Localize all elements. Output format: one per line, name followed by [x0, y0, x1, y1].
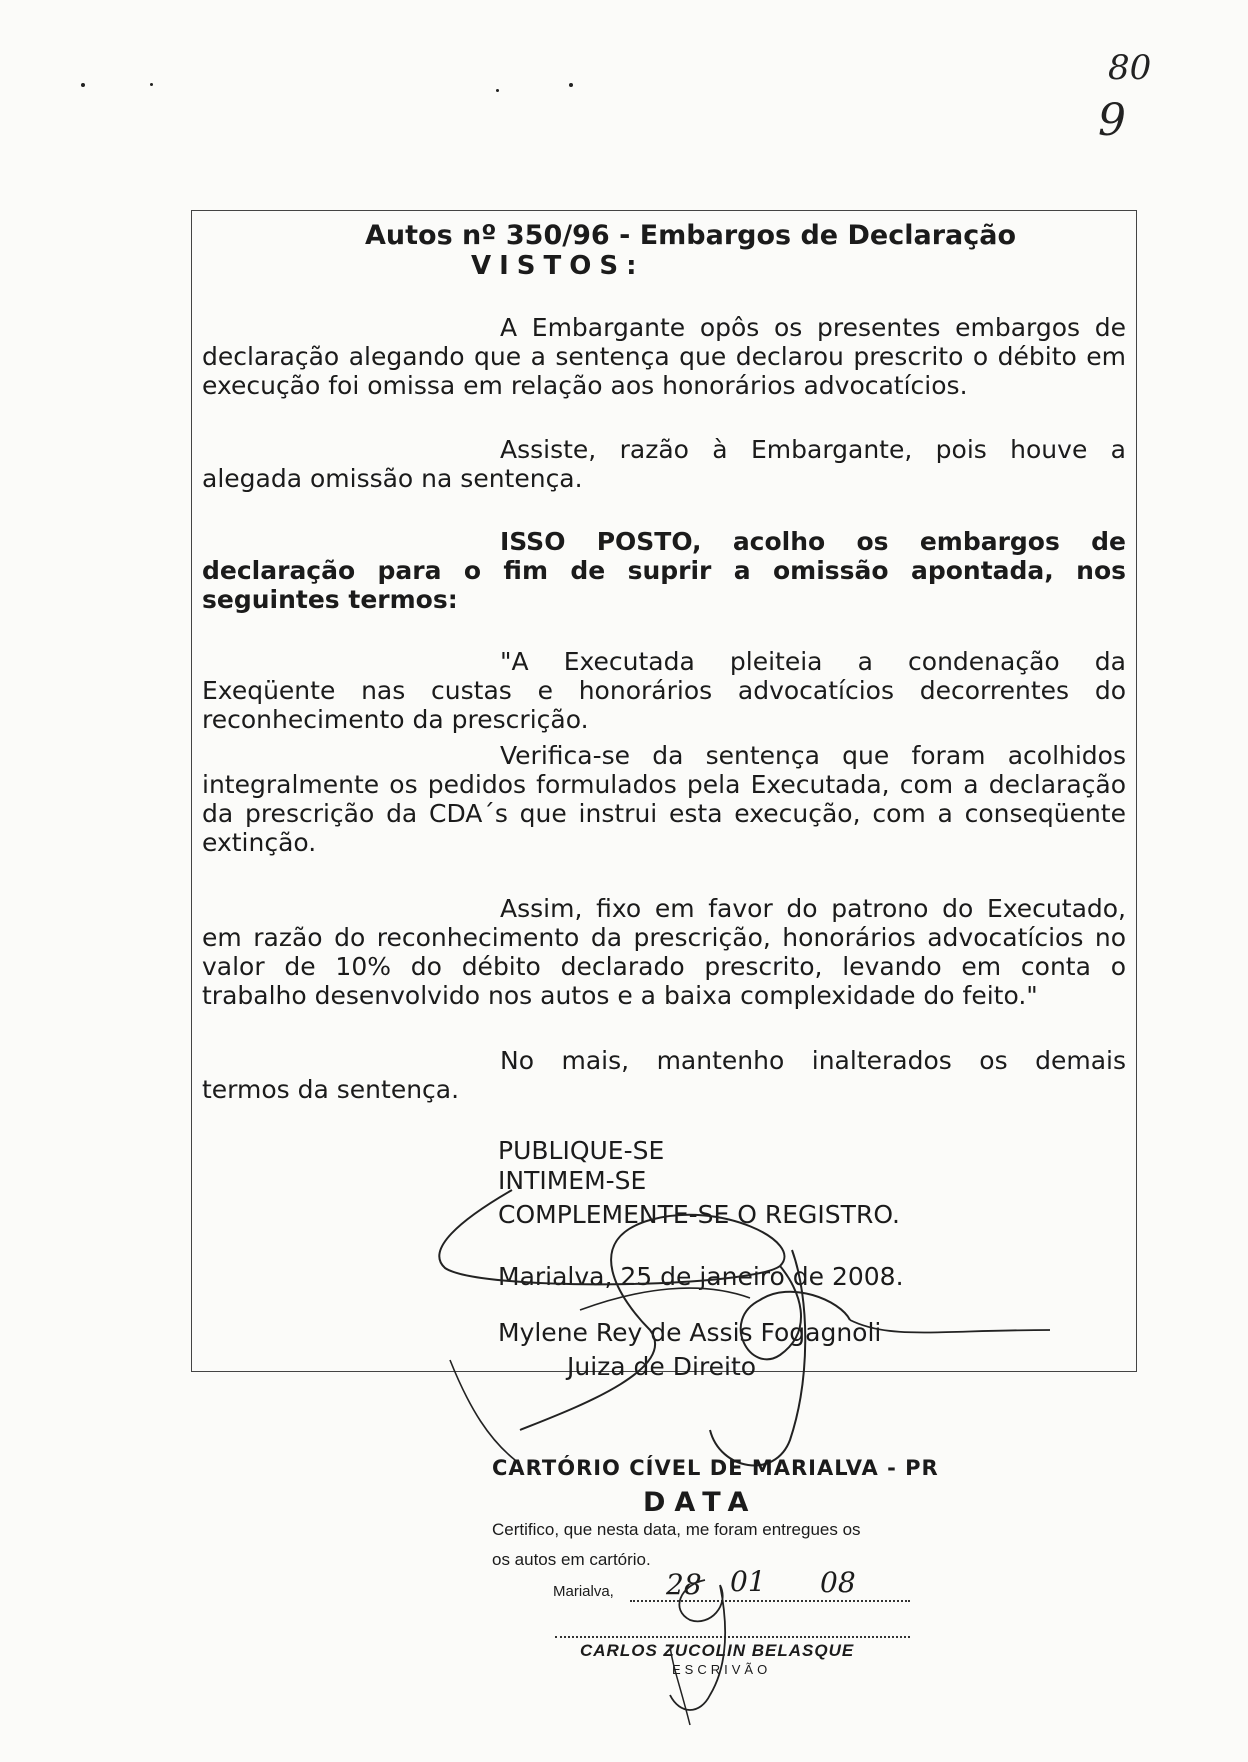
paragraph-3-line: declaração para o fim de suprir a omissão apontada, nos [202, 556, 1126, 585]
paragraph-7-last-line: termos da sentença. [202, 1075, 460, 1104]
sentence-date: Marialva, 25 de janeiro de 2008. [498, 1262, 904, 1291]
stamp-certification-line-1: Certifico, que nesta data, me foram entregues os [492, 1520, 861, 1539]
paragraph-6-first-line: Assim, fixo em favor do patrono do Executado, [500, 894, 1126, 923]
paragraph-7 [202, 1046, 1126, 1104]
paragraph-3 [202, 527, 1126, 614]
paragraph-4 [202, 647, 1126, 734]
stamp-place: Marialva, [553, 1583, 614, 1600]
paragraph-5-line: da prescrição da CDA´s que instrui esta execução, com a conseqüente [202, 799, 1126, 828]
complemente-se: COMPLEMENTE-SE O REGISTRO. [498, 1200, 900, 1229]
paragraph-5 [202, 741, 1126, 857]
paragraph-1-line: declaração alegando que a sentença que declarou prescrito o débito em [202, 342, 1126, 371]
paragraph-6 [202, 894, 1126, 1010]
judge-name: Mylene Rey de Assis Fogagnoli [498, 1318, 882, 1347]
clerk-signature [650, 1565, 790, 1735]
page-number-secondary: 9 [1098, 95, 1126, 146]
paragraph-1 [202, 313, 1126, 400]
handwritten-month: 01 [730, 1565, 766, 1598]
stamp-data-label: DATA [643, 1487, 758, 1518]
page-number: 80 [1108, 48, 1152, 88]
paragraph-2-first-line: Assiste, razão à Embargante, pois houve a [500, 435, 1126, 464]
paragraph-1-first-line: A Embargante opôs os presentes embargos de [500, 313, 1126, 342]
vistos-heading: VISTOS: [471, 251, 645, 281]
paragraph-3-last-line: seguintes termos: [202, 585, 458, 614]
paragraph-4-first-line: "A Executada pleiteia a condenação da [500, 647, 1126, 676]
judge-signature [420, 1180, 1060, 1500]
paragraph-3-first-line: ISSO POSTO, acolho os embargos de [500, 527, 1126, 556]
stamp-certification-line-2: os autos em cartório. [492, 1550, 651, 1569]
paragraph-2-last-line: alegada omissão na sentença. [202, 464, 583, 493]
scan-speck [569, 83, 573, 87]
paragraph-5-last-line: extinção. [202, 828, 317, 857]
handwritten-day: 28 [666, 1568, 702, 1601]
paragraph-1-last-line: execução foi omissa em relação aos honorários advocatícios. [202, 371, 968, 400]
scan-speck [81, 83, 85, 87]
paragraph-5-first-line: Verifica-se da sentença que foram acolhidos [500, 741, 1126, 770]
stamp-header: CARTÓRIO CÍVEL DE MARIALVA - PR [492, 1456, 939, 1480]
publique-se: PUBLIQUE-SE [498, 1136, 665, 1165]
paragraph-2 [202, 435, 1126, 493]
scan-speck [150, 83, 153, 86]
paragraph-6-line: em razão do reconhecimento da prescrição, honorários advocatícios no [202, 923, 1126, 952]
paragraph-4-last-line: reconhecimento da prescrição. [202, 705, 589, 734]
stamp-clerk-name: CARLOS ZUCOLIN BELASQUE [580, 1641, 855, 1660]
document-title: Autos nº 350/96 - Embargos de Declaração [365, 220, 1017, 251]
stamp-clerk-role: ESCRIVÃO [672, 1662, 772, 1677]
paragraph-6-last-line: trabalho desenvolvido nos autos e a baixa complexidade do feito." [202, 981, 1038, 1010]
paragraph-7-first-line: No mais, mantenho inalterados os demais [500, 1046, 1126, 1075]
scan-speck [496, 89, 499, 92]
intimem-se: INTIMEM-SE [498, 1166, 647, 1195]
handwritten-year: 08 [820, 1566, 856, 1599]
judge-title: Juiza de Direito [567, 1352, 757, 1381]
paragraph-6-line: valor de 10% do débito declarado prescrito, levando em conta o [202, 952, 1126, 981]
paragraph-5-line: integralmente os pedidos formulados pela Executada, com a declaração [202, 770, 1126, 799]
paragraph-4-line: Exeqüente nas custas e honorários advocatícios decorrentes do [202, 676, 1126, 705]
